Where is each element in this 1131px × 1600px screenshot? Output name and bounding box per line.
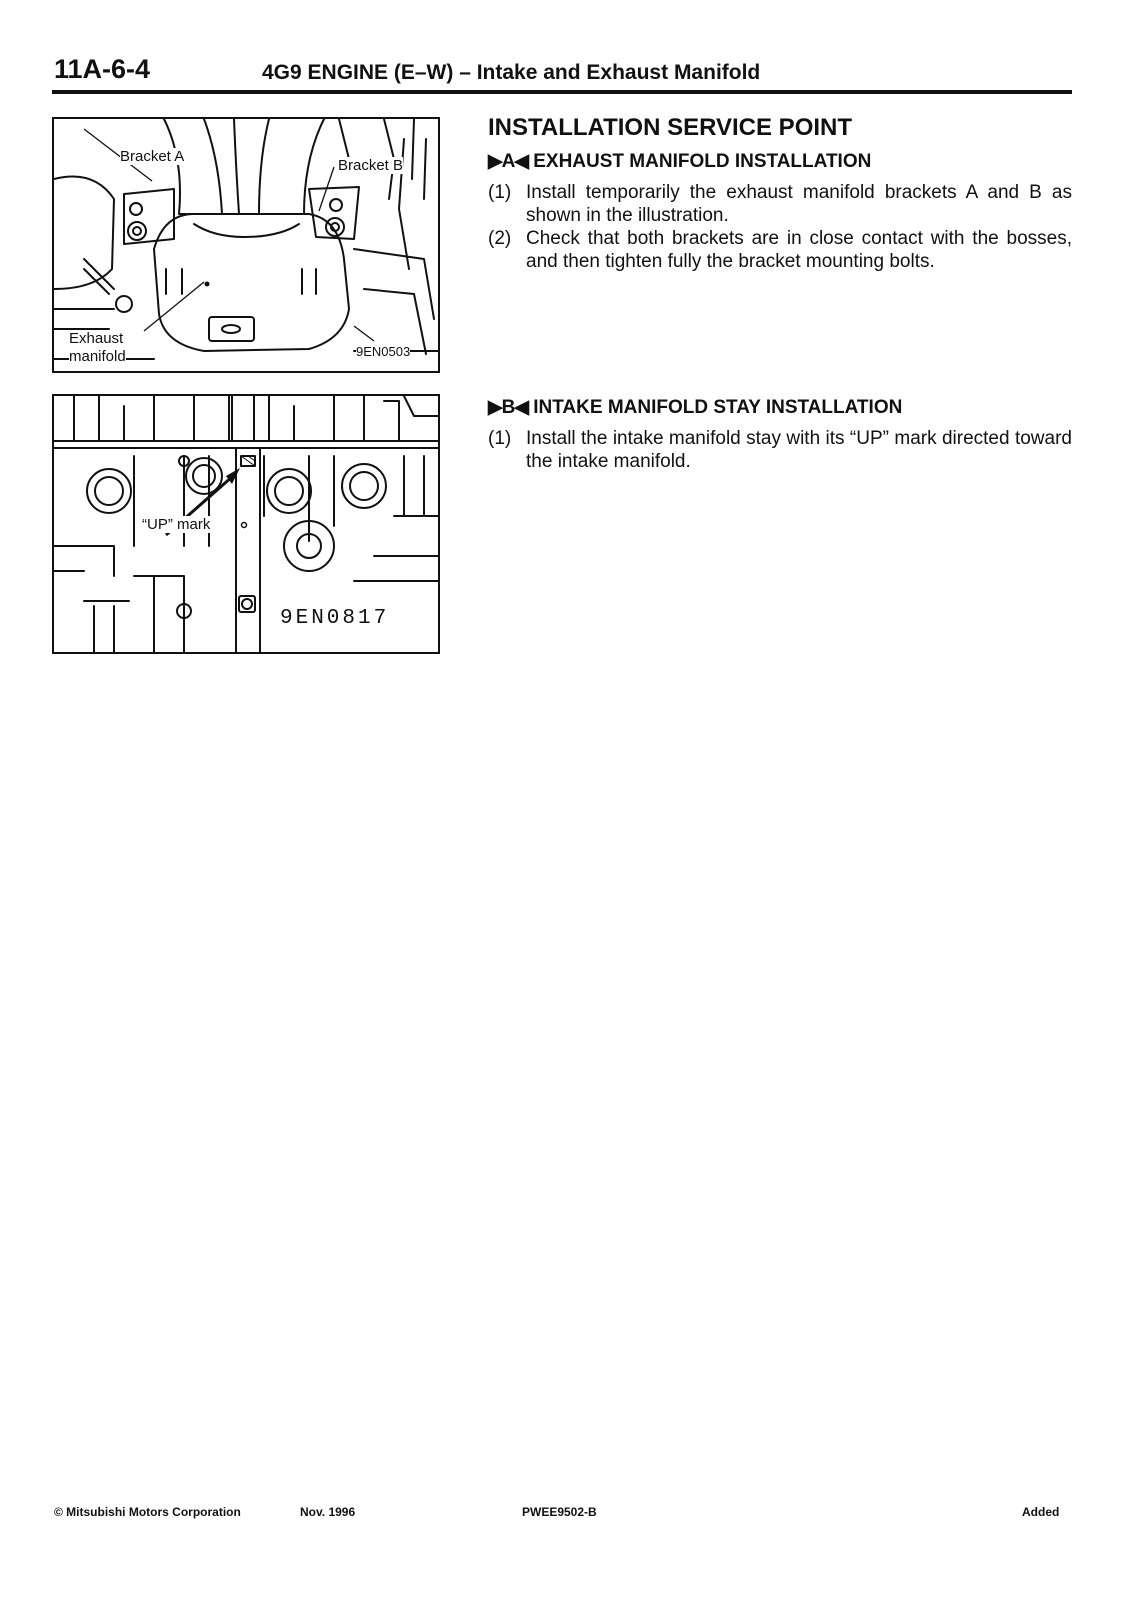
bracket-a-label: Bracket A [120,148,185,165]
header-rule [52,90,1072,94]
figure-code: 9EN0817 [280,607,390,630]
page-number: 11A-6-4 [54,54,151,84]
up-mark-label: “UP” mark [142,516,211,533]
step-text: Install temporarily the exhaust manifold brackets A and B as shown in the illustration. [526,182,1072,226]
subsection-a-marker: ▶A◀ [488,151,528,172]
subsection-b-marker: ▶B◀ [488,397,528,418]
intake-manifold-stay-illustration [52,394,440,654]
exhaust-manifold-label-line2: manifold [69,348,126,365]
step-number: (1) [488,182,512,203]
exhaust-manifold-illustration [52,117,440,373]
step-text: Install the intake manifold stay with its “UP” mark directed toward the intake manifold. [526,428,1072,472]
step-a2 [488,227,1072,273]
step-text: Check that both brackets are in close contact with the bosses, and then tighten fully the bracket mounting bolts. [526,228,1072,272]
footer-copyright: © Mitsubishi Motors Corporation [54,1505,241,1519]
section-title: INSTALLATION SERVICE POINT [488,114,853,141]
footer-status: Added [1022,1505,1060,1519]
subsection-a-heading [488,150,871,173]
bracket-b-label: Bracket B [338,157,404,174]
step-b1 [488,427,1072,473]
footer-date: Nov. 1996 [300,1505,356,1519]
exhaust-manifold-label-line1: Exhaust [69,330,124,347]
subsection-b-heading [488,396,902,419]
subsection-a-title: EXHAUST MANIFOLD INSTALLATION [533,151,872,172]
subsection-b-title: INTAKE MANIFOLD STAY INSTALLATION [533,397,903,418]
step-number: (1) [488,428,512,449]
step-a1 [488,181,1072,227]
footer-code: PWEE9502-B [522,1505,597,1519]
page-title: 4G9 ENGINE (E–W) – Intake and Exhaust Manifold [262,61,761,84]
figure-code: 9EN0503 [356,344,411,359]
step-number: (2) [488,228,512,249]
